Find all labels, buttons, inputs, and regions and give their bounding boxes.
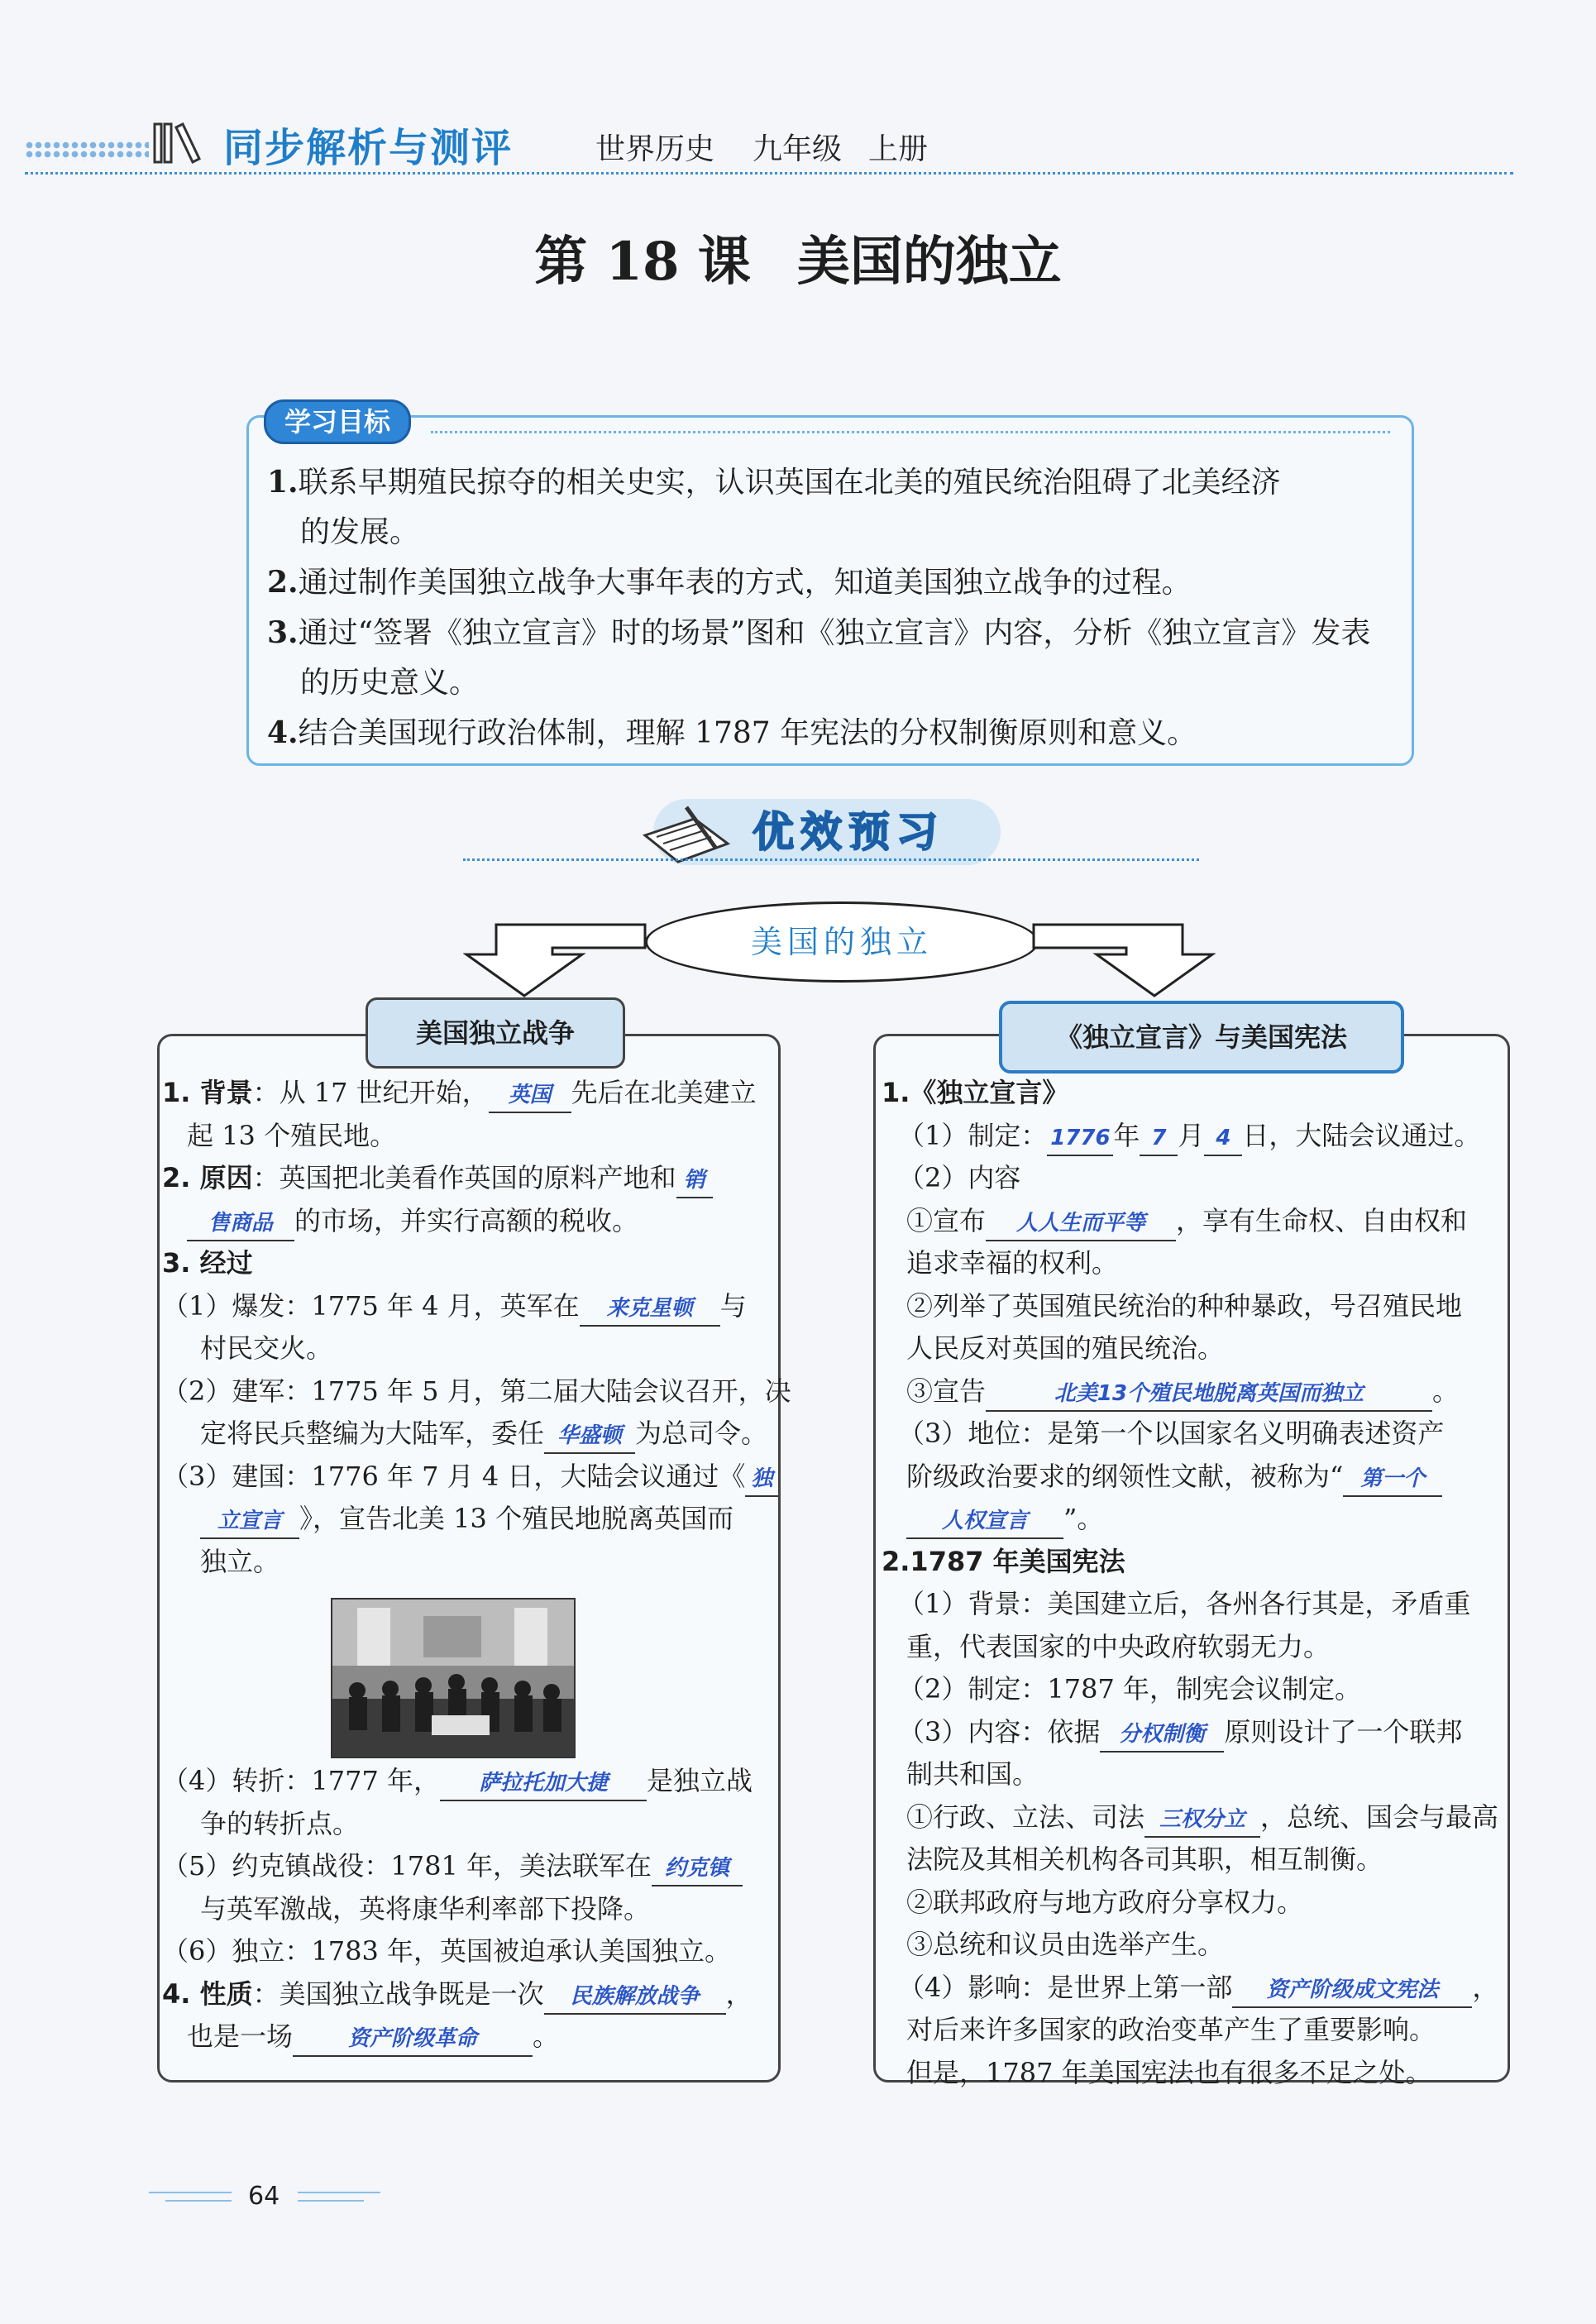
answer-blank: 三权分立 xyxy=(1159,1806,1246,1832)
answer-blank: 7 xyxy=(1151,1125,1167,1150)
declaration-signing-photo xyxy=(331,1598,576,1758)
answer-blank: 人权宣言 xyxy=(941,1509,1028,1533)
answer-blank: 立宣言 xyxy=(217,1509,282,1533)
answer-blank: 华盛顿 xyxy=(557,1423,623,1448)
right-panel-title: 《独立宣言》与美国宪法 xyxy=(999,1001,1404,1074)
center-topic-node: 美国的独立 xyxy=(645,901,1039,983)
volume-label: 上册 xyxy=(868,132,929,166)
page-number: 64 xyxy=(248,2182,280,2211)
page-header xyxy=(25,116,1513,175)
objectives-list xyxy=(267,457,1400,758)
answer-blank: 售商品 xyxy=(208,1210,273,1236)
footer-line xyxy=(298,2200,364,2202)
lesson-name: 美国的独立 xyxy=(796,231,1062,293)
banner-divider xyxy=(463,858,1199,861)
left-panel-content: 1. 背景：从 17 世纪开始， 英国 先后在北美建立 起 13 个殖民地。 2. 原因：英国把北美看作英国的原料产地和 销 售商品 的市场，并实行高额的税收。 3. 经过 （1）爆发：1775 年 4 月，英军在 来克星顿 与 村民交火。 （2）建军：1775 年 5 月，第二届大陆会议召开，决 定将民兵整编为大陆军，委任 华盛顿 为总司令。 （3）建国：1776 年 7 月 4 日，大陆会议通过《 独 立宣言 》，宣告北美 13 个殖民地脱离英国而 独立。 xyxy=(162,1077,791,1577)
lesson-title xyxy=(0,219,1596,295)
answer-blank: 销 xyxy=(683,1168,705,1193)
objectives-label: 学习目标 xyxy=(264,399,411,444)
answer-blank: 独 xyxy=(751,1466,773,1491)
answer-blank: 约克镇 xyxy=(664,1856,729,1881)
arrow-right-icon xyxy=(1025,918,1216,1001)
section-banner xyxy=(628,794,1001,867)
grade-label: 九年级 xyxy=(753,132,843,166)
answer-blank: 第一个 xyxy=(1360,1466,1426,1491)
brand-title: 同步解析与测评 xyxy=(223,125,514,171)
banner-title: 优效预习 xyxy=(753,808,944,856)
right-panel-content: 1.《独立宣言》 （1）制定： 1776 年 7 月 4 日，大陆会议通过。 （2）内容 ①宣布 人人生而平等 ，享有生命权、自由权和 追求幸福的权利。 ②列举了英国殖民统治的种种暴政，号召殖民地 人民反对英国的殖民统治。 ③宣告 北美13个殖民地脱离英国而独立 。 （3）地位：是第一个以国家名义明确表述资产 阶级政治要求的纲领性文献，被称为“ 第一个 人权宣言 ”。 2.1787 年美国宪法 （1）背景：美国建立后，各州各行其是，矛盾重 重，代表国家的中央政府软弱无力。 （2）制定：1787 年，制宪会议制定。 （3）内容：依据 分权制衡 原则设计了一个联邦 制共和国。 ①行政、立法、司法 三权分立 ，总统、国会与最高 法院及其相关机构各司其职，相互制衡。 ②联邦政府与地方政府分享权力。 ③总统和议员由选举产生。 （4）影响：是世界上第一部 资产阶级成文宪法 ， 对后来许多国家的政治变革产生了重要影响。 但是，1787 年美国宪法也有很多不足之处。 xyxy=(882,1077,1499,2088)
answer-blank: 英国 xyxy=(508,1083,552,1107)
learning-objectives-box xyxy=(246,406,1414,766)
answer-blank: 萨拉托加大捷 xyxy=(478,1771,608,1796)
header-divider xyxy=(25,172,1513,175)
objective-item: 2.通过制作美国独立战争大事年表的方式，知道美国独立战争的过程。 xyxy=(267,565,1192,600)
answer-blank: 4 xyxy=(1216,1125,1231,1150)
objective-item: 3.通过“签署《独立宣言》时的场景”图和《独立宣言》内容，分析《独立宣言》发表 的历史意义。 xyxy=(267,615,1371,700)
answer-blank: 民族解放战争 xyxy=(570,1983,700,2009)
footer-line xyxy=(298,2192,380,2193)
answer-blank: 来克星顿 xyxy=(606,1295,693,1321)
objective-item: 4.结合美国现行政治体制，理解 1787 年宪法的分权制衡原则和意义。 xyxy=(267,715,1197,750)
left-panel-title: 美国独立战争 xyxy=(366,997,625,1069)
answer-blank: 分权制衡 xyxy=(1119,1721,1206,1747)
left-panel-content-lower: （4）转折：1777 年， 萨拉托加大捷 是独立战 争的转折点。 （5）约克镇战役：1781 年，美法联军在 约克镇 与英军激战，英将康华利率部下投降。 （6）独立：1783 年，英国被迫承认美国独立。 4. 性质：美国独立战争既是一次 民族解放战争 ， 也是一场 资产阶级革命 。 xyxy=(162,1760,774,2059)
dot-pattern xyxy=(25,141,149,160)
books-icon xyxy=(153,121,203,164)
subject-label: 世界历史 xyxy=(595,132,715,166)
footer-line xyxy=(149,2192,232,2193)
answer-blank: 人人生而平等 xyxy=(1016,1210,1146,1236)
painting-image xyxy=(332,1600,574,1757)
footer-line xyxy=(165,2200,232,2202)
answer-blank: 资产阶级革命 xyxy=(348,2026,478,2051)
answer-blank: 1776 xyxy=(1050,1125,1111,1150)
answer-blank: 资产阶级成文宪法 xyxy=(1266,1977,1439,2002)
objective-item: 1.联系早期殖民掠夺的相关史实，认识英国在北美的殖民统治阻碍了北美经济 的发展。 xyxy=(267,465,1281,549)
arrow-left-icon xyxy=(463,918,653,1001)
answer-blank: 北美13个殖民地脱离英国而独立 xyxy=(1054,1380,1364,1406)
notebook-pen-icon xyxy=(637,802,736,865)
lesson-number: 第 18 课 xyxy=(534,231,751,293)
dotted-arrow xyxy=(431,431,1390,433)
